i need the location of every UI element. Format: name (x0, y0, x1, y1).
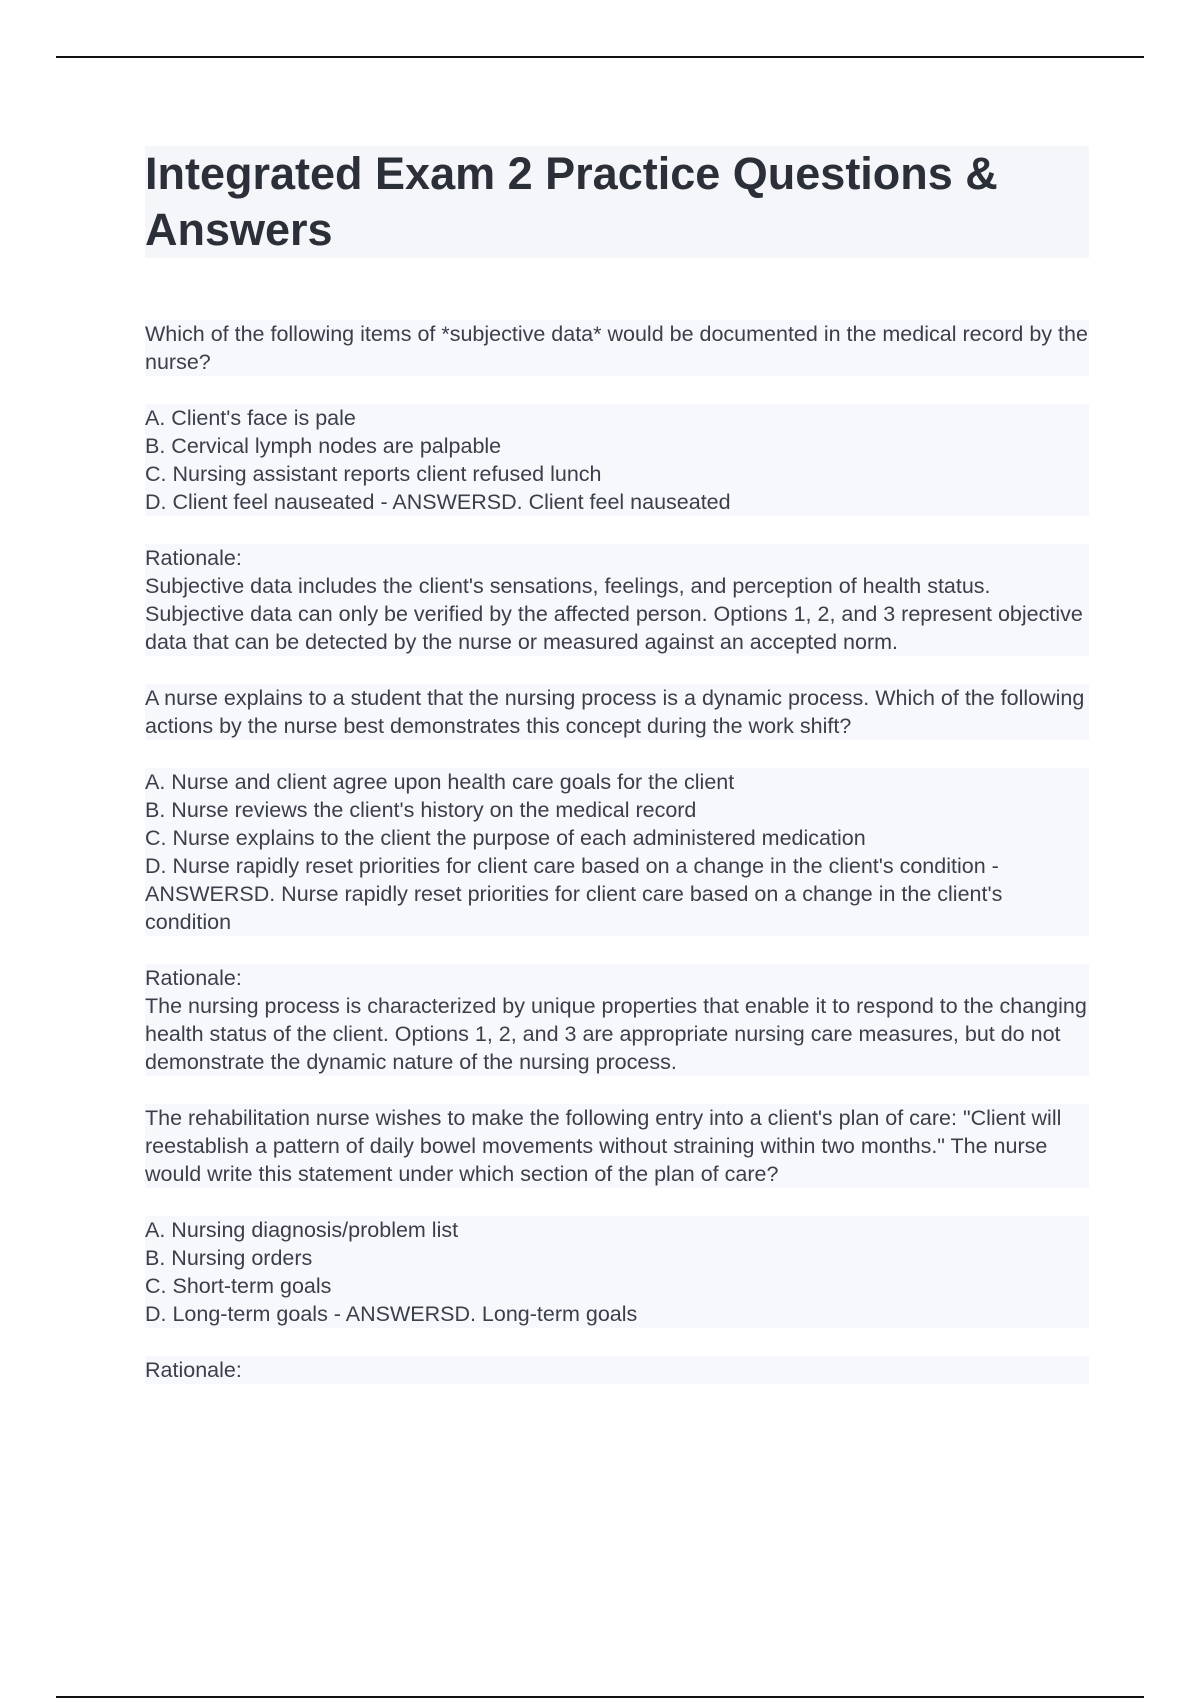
question-stem: The rehabilitation nurse wishes to make the following entry into a client's plan of care: "Client will reestablish a pattern of daily bowel movements without straining within two months." The nurse would write this statement under which section of the plan of care? (145, 1104, 1089, 1188)
option-d: D. Nurse rapidly reset priorities for client care based on a change in the client's condition - ANSWERSD. Nurse rapidly reset priorities for client care based on a change in the client's condition (145, 852, 1089, 936)
option-d: D. Long-term goals - ANSWERSD. Long-term goals (145, 1300, 1089, 1328)
rationale-text: The nursing process is characterized by unique properties that enable it to respond to the changing health status of the client. Options 1, 2, and 3 are appropriate nursing care measures, but do not demonstrate the dynamic nature of the nursing process. (145, 992, 1089, 1076)
question-2 (145, 684, 1089, 1104)
document-body (145, 146, 1089, 1384)
option-b: B. Nurse reviews the client's history on the medical record (145, 796, 1089, 824)
answer-options (145, 768, 1089, 936)
option-c: C. Short-term goals (145, 1272, 1089, 1300)
rationale-label: Rationale: (145, 964, 1089, 992)
option-c: C. Nursing assistant reports client refused lunch (145, 460, 1089, 488)
option-b: B. Nursing orders (145, 1244, 1089, 1272)
question-1 (145, 320, 1089, 684)
rationale-label: Rationale: (145, 1356, 1089, 1384)
question-3 (145, 1104, 1089, 1384)
option-a: A. Client's face is pale (145, 404, 1089, 432)
option-a: A. Nursing diagnosis/problem list (145, 1216, 1089, 1244)
top-rule (56, 56, 1144, 58)
question-stem: A nurse explains to a student that the nursing process is a dynamic process. Which of the following actions by the nurse best demonstrates this concept during the work shift? (145, 684, 1089, 740)
answer-options (145, 404, 1089, 516)
rationale-label: Rationale: (145, 544, 1089, 572)
page-title: Integrated Exam 2 Practice Questions & Answers (145, 146, 1089, 258)
option-c: C. Nurse explains to the client the purpose of each administered medication (145, 824, 1089, 852)
option-b: B. Cervical lymph nodes are palpable (145, 432, 1089, 460)
option-d: D. Client feel nauseated - ANSWERSD. Client feel nauseated (145, 488, 1089, 516)
question-stem: Which of the following items of *subjective data* would be documented in the medical record by the nurse? (145, 322, 1088, 374)
answer-options (145, 1216, 1089, 1328)
bottom-rule (56, 1696, 1144, 1698)
rationale-text: Subjective data includes the client's sensations, feelings, and perception of health status. Subjective data can only be verified by the affected person. Options 1, 2, and 3 represent objective data that can be detected by the nurse or measured against an accepted norm. (145, 572, 1089, 656)
option-a: A. Nurse and client agree upon health care goals for the client (145, 768, 1089, 796)
